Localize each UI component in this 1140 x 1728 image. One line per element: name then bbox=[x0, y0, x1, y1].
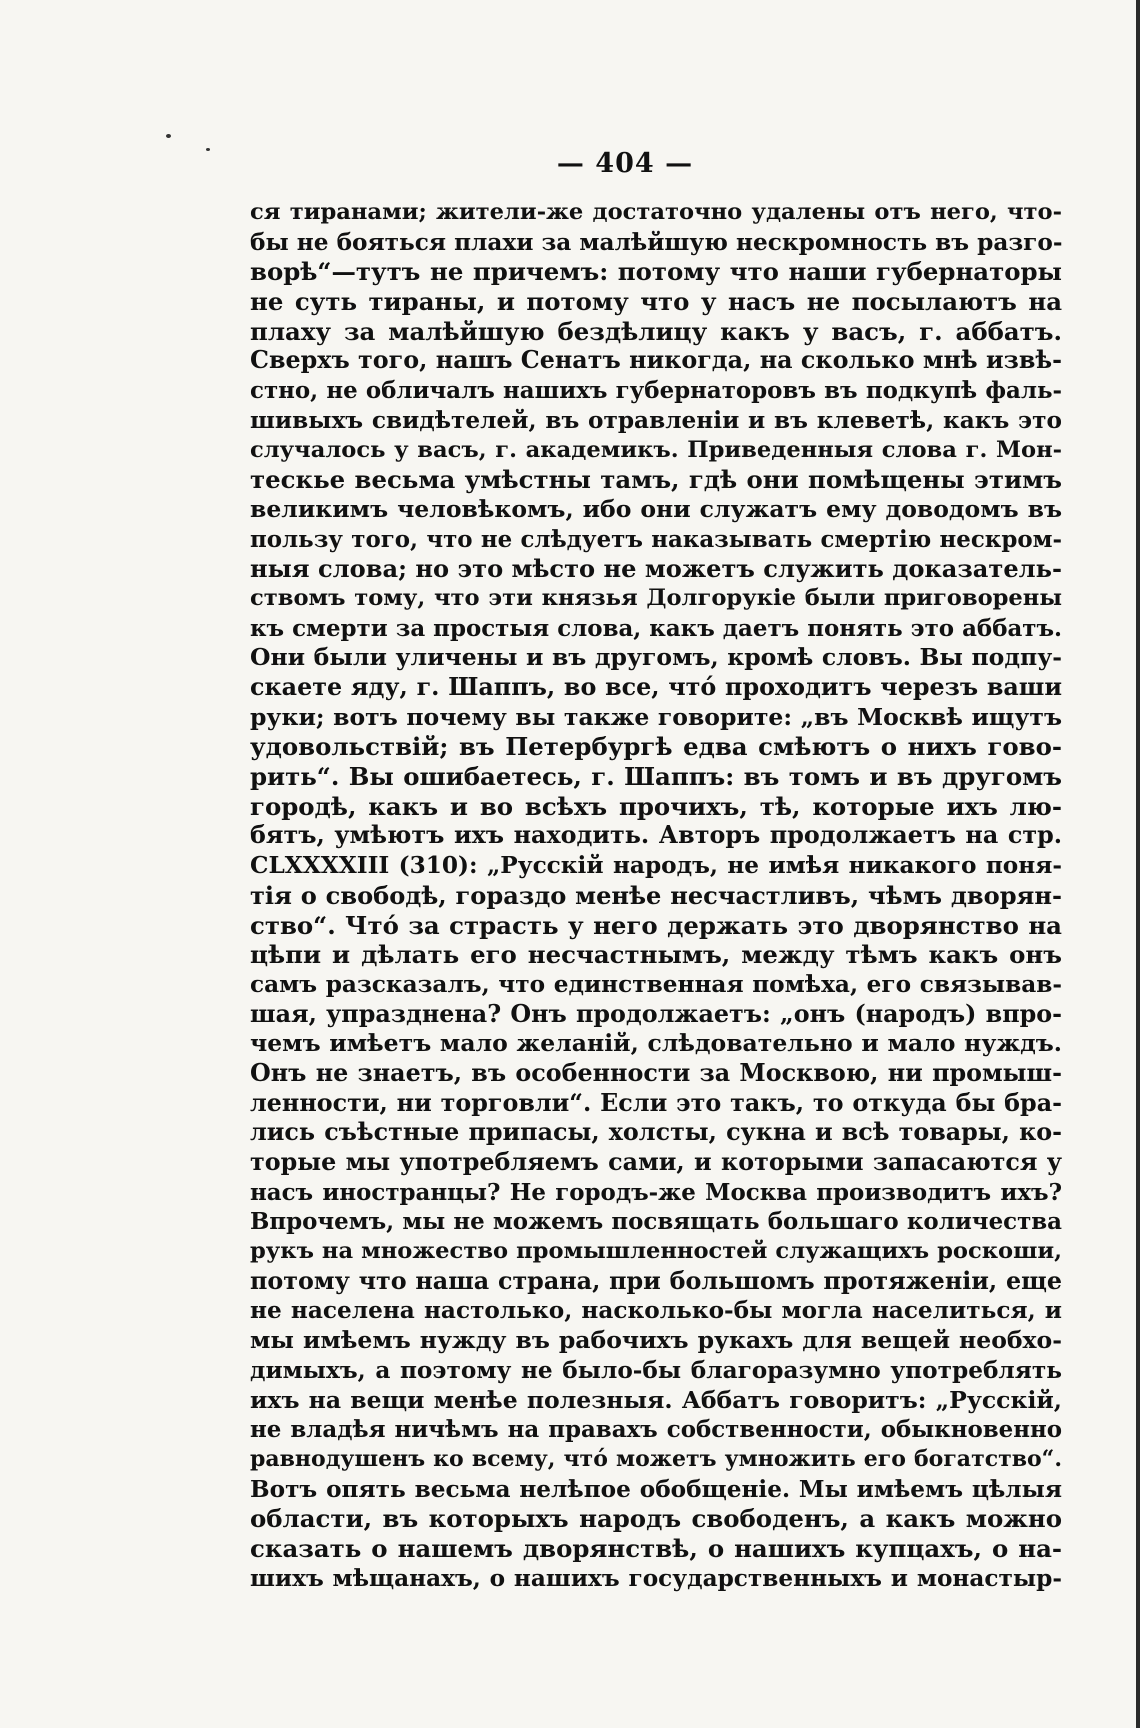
text-line: стно, не обличалъ нашихъ губернаторовъ въ подкупѣ фаль- bbox=[250, 377, 1062, 405]
text-line: скаете яду, г. Шаппъ, во все, что́ проходитъ черезъ ваши bbox=[250, 673, 1062, 701]
text-line: Сверхъ того, нашъ Сенатъ никогда, на сколько мнѣ извѣ- bbox=[250, 346, 1062, 375]
text-line: равнодушенъ ко всему, что́ можетъ умножить его богатство“. bbox=[250, 1445, 1062, 1472]
text-line: ствомъ тому, что эти князья Долгорукіе были приговорены bbox=[250, 584, 1062, 611]
scan-edge bbox=[1136, 0, 1140, 1728]
text-line: ихъ на вещи менѣе полезныя. Аббатъ говоритъ: „Русскій, bbox=[250, 1385, 1062, 1414]
text-line: ныя слова; но это мѣсто не можетъ служить доказатель- bbox=[250, 554, 1062, 584]
text-line: ворѣ“—тутъ не причемъ: потому что наши губернаторы bbox=[250, 257, 1062, 287]
text-line: городѣ, какъ и во всѣхъ прочихъ, тѣ, которые ихъ лю- bbox=[250, 791, 1062, 821]
text-line: шивыхъ свидѣтелей, въ отравленіи и въ клеветѣ, какъ это bbox=[250, 406, 1062, 434]
text-line: чемъ имѣетъ мало желаній, слѣдовательно и мало нуждъ. bbox=[250, 1029, 1062, 1058]
text-line: случалось у васъ, г. академикъ. Приведенныя слова г. Мон- bbox=[250, 436, 1062, 463]
text-line: не населена настолько, насколько-бы могла населиться, и bbox=[250, 1297, 1062, 1325]
text-line: пользу того, что не слѣдуетъ наказывать смертію нескром- bbox=[250, 525, 1062, 553]
text-line: CLXXXXIII (310): „Русскій народъ, не имѣя никакого поня- bbox=[250, 852, 1062, 880]
text-line: бятъ, умѣютъ ихъ находить. Авторъ продолжаетъ на стр. bbox=[250, 821, 1062, 850]
text-line: не владѣя ничѣмъ на правахъ собственности, обыкновенно bbox=[250, 1416, 1062, 1444]
text-line: потому что наша страна, при большомъ протяженіи, еще bbox=[250, 1266, 1062, 1295]
text-line: насъ иностранцы? Не городъ-же Москва производитъ ихъ? bbox=[250, 1178, 1062, 1206]
text-line: руки; вотъ почему вы также говорите: „въ Москвѣ ищутъ bbox=[250, 702, 1062, 731]
text-line: ленности, ни торговли“. Если это такъ, то откуда бы бра- bbox=[250, 1088, 1062, 1117]
text-line: тескье весьма умѣстны тамъ, гдѣ они помѣщены этимъ bbox=[250, 465, 1062, 495]
text-line: рукъ на множество промышленностей служащихъ роскоши, bbox=[250, 1238, 1062, 1265]
text-line: шихъ мѣщанахъ, о нашихъ государственныхъ и монастыр- bbox=[250, 1564, 1062, 1592]
text-line: сказать о нашемъ дворянствѣ, о нашихъ купцахъ, о на- bbox=[250, 1533, 1062, 1563]
text-line: области, въ которыхъ народъ свободенъ, а какъ можно bbox=[250, 1504, 1062, 1534]
text-line: торые мы употребляемъ сами, и которыми запасаются у bbox=[250, 1148, 1062, 1176]
text-line: шая, упразднена? Онъ продолжаетъ: „онъ (народъ) впро- bbox=[250, 999, 1062, 1028]
body-text bbox=[250, 198, 1062, 1593]
text-line: мы имѣемъ нужду въ рабочихъ рукахъ для вещей необхо- bbox=[250, 1326, 1062, 1355]
text-line: ство“. Что́ за страсть у него держать это дворянство на bbox=[250, 910, 1062, 940]
text-line: Они были уличены и въ другомъ, кромѣ словъ. Вы подпу- bbox=[250, 643, 1062, 672]
text-line: не суть тираны, и потому что у насъ не посылаютъ на bbox=[250, 287, 1062, 317]
text-line: лись съѣстные припасы, холсты, сукна и всѣ товары, ко- bbox=[250, 1118, 1062, 1147]
scan-speck bbox=[166, 134, 171, 138]
text-line: тія о свободѣ, гораздо менѣе несчастливъ, чѣмъ дворян- bbox=[250, 880, 1062, 910]
text-line: Впрочемъ, мы не можемъ посвящать большаго количества bbox=[250, 1208, 1062, 1236]
text-line: ся тиранами; жители-же достаточно удалены отъ него, что- bbox=[250, 199, 1062, 225]
text-line: рить“. Вы ошибаетесь, г. Шаппъ: въ томъ и въ другомъ bbox=[250, 762, 1062, 792]
text-line: бы не бояться плахи за малѣйшую нескромность въ разго- bbox=[250, 228, 1062, 256]
text-line: къ смерти за простыя слова, какъ даетъ понять это аббатъ. bbox=[250, 614, 1062, 642]
text-line: димыхъ, а поэтому не было-бы благоразумно употреблять bbox=[250, 1356, 1062, 1384]
text-line: великимъ человѣкомъ, ибо они служатъ ему доводомъ въ bbox=[250, 494, 1062, 523]
text-line: Вотъ опять весьма нелѣпое обобщеніе. Мы имѣемъ цѣлыя bbox=[250, 1475, 1062, 1503]
text-line: Онъ не знаетъ, въ особенности за Москвою, ни промыш- bbox=[250, 1058, 1062, 1087]
page-number: — 404 — bbox=[556, 148, 694, 179]
text-line: самъ разсказалъ, что единственная помѣха, его связывав- bbox=[250, 970, 1062, 998]
text-line: цѣпи и дѣлать его несчастнымъ, между тѣмъ какъ онъ bbox=[250, 940, 1062, 970]
text-line: удовольствій; въ Петербургѣ едва смѣютъ о нихъ гово- bbox=[250, 732, 1062, 762]
text-line: плаху за малѣйшую бездѣлицу какъ у васъ, г. аббатъ. bbox=[250, 316, 1062, 346]
